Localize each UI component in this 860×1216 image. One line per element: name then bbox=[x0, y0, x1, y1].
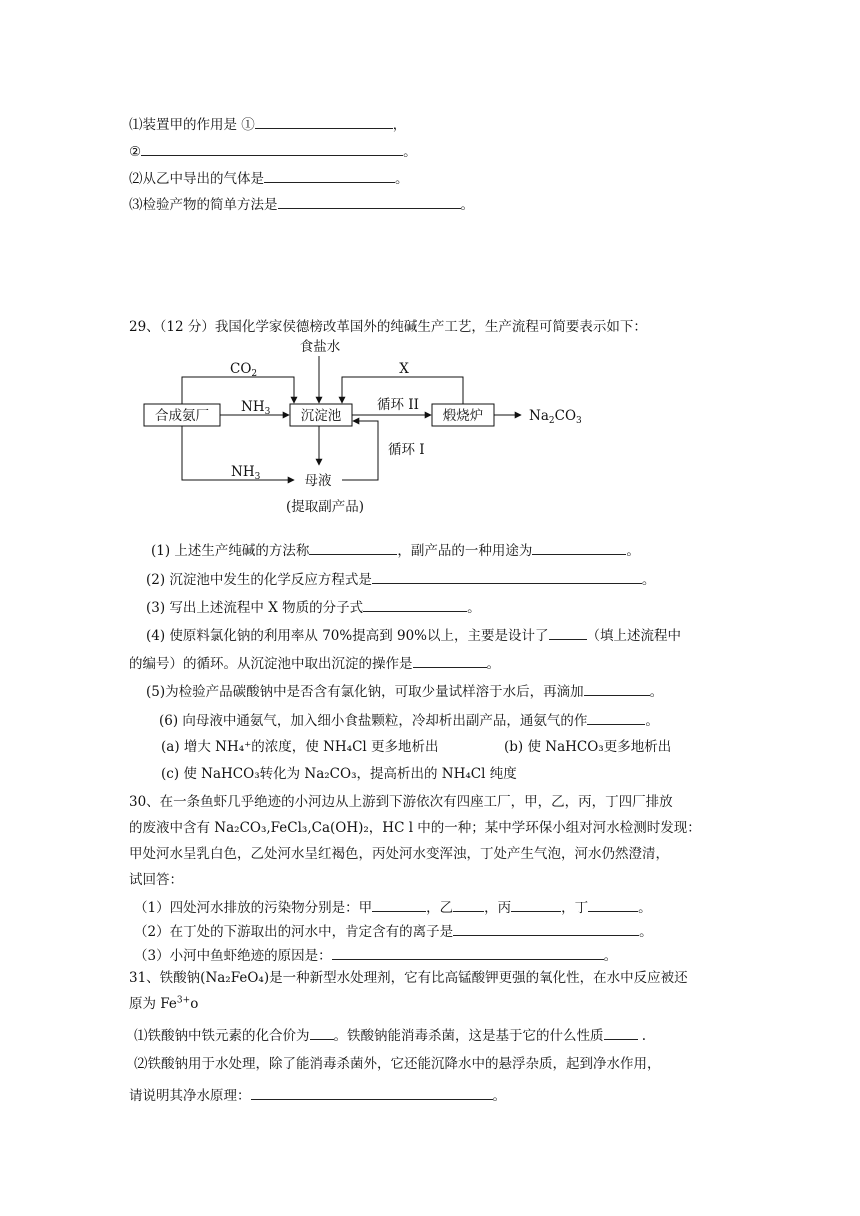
q29-5-text: (5)为检验产品碳酸钠中是否含有氯化钠，可取少量试样溶于水后，再滴加 bbox=[146, 684, 584, 700]
q30-3-end: 。 bbox=[603, 948, 618, 964]
q29-option-c: (c) 使 NaHCO₃转化为 Na₂CO₃，提高析出的 NH₄Cl 纯度 bbox=[161, 766, 517, 782]
q31-line-2-text: 原为 Fe bbox=[129, 996, 177, 1012]
q28-2-text: ⑵从乙中导出的气体是 bbox=[129, 171, 264, 187]
ammonia-plant-label: 合成氨厂 bbox=[155, 408, 209, 424]
q31-3-line bbox=[129, 1085, 506, 1105]
q30-1-text: （1）四处河水排放的污染物分别是：甲 bbox=[134, 900, 373, 916]
brine-label: 食盐水 bbox=[299, 339, 341, 355]
q30-1-text-c: ，丙 bbox=[484, 900, 512, 916]
q30-3-line bbox=[134, 945, 617, 965]
q28-3-line bbox=[129, 194, 474, 214]
q29-2-line bbox=[146, 569, 655, 589]
q30-1-blank-b[interactable] bbox=[453, 897, 484, 912]
q29-2-end: 。 bbox=[641, 572, 656, 588]
q29-header: 29、（12 分）我国化学家侯德榜改革国外的纯碱生产工艺，生产流程可简要表示如下： bbox=[129, 319, 647, 335]
q28-1b-text: ② bbox=[129, 144, 142, 160]
co2-arrow bbox=[182, 377, 294, 404]
q29-4b-text: 的编号）的循环。从沉淀池中取出沉淀的操作是 bbox=[129, 656, 413, 672]
q29-1-end: 。 bbox=[626, 543, 640, 559]
q28-1b-line bbox=[129, 141, 417, 161]
q31-1-blank-1[interactable] bbox=[310, 1025, 334, 1040]
q28-3-text: ⑶检验产物的简单方法是 bbox=[129, 197, 278, 213]
q31-1-blank-2[interactable] bbox=[604, 1025, 638, 1040]
q30-1-blank-a[interactable] bbox=[372, 897, 426, 912]
q29-6-line bbox=[159, 710, 659, 730]
x-label: X bbox=[399, 361, 409, 377]
q30-1-end: 。 bbox=[638, 900, 652, 916]
mother-liquor-label: 母液 bbox=[304, 473, 332, 489]
q30-line-3: 甲处河水呈乳白色，乙处河水呈红褐色，丙处河水变浑浊，丁处产生气泡，河水仍然澄清， bbox=[129, 846, 669, 862]
q29-1-text: (1) 上述生产纯碱的方法称 bbox=[151, 543, 310, 559]
q29-4-blank-1[interactable] bbox=[549, 625, 587, 640]
q30-3-blank[interactable] bbox=[332, 945, 604, 960]
q31-line-2-tail: o bbox=[190, 996, 199, 1012]
q28-2-line bbox=[129, 168, 409, 188]
q30-line-4: 试回答： bbox=[129, 872, 183, 888]
q29-4-text: (4) 使原料氯化钠的利用率从 70%提高到 90%以上，主要是设计了 bbox=[146, 628, 549, 644]
q31-3-text: 请说明其净水原理： bbox=[129, 1088, 251, 1104]
q28-1-blank-1[interactable] bbox=[255, 114, 393, 129]
product-label: $Na_2CO_3$ bbox=[529, 408, 582, 426]
q28-1-line bbox=[129, 114, 406, 134]
furnace-label: 煅烧炉 bbox=[442, 408, 484, 424]
q29-3-end: 。 bbox=[467, 600, 481, 616]
q29-3-blank[interactable] bbox=[363, 597, 467, 612]
q31-1-text-2: 。铁酸钠能消毒杀菌，这是基于它的什么性质 bbox=[333, 1028, 604, 1044]
q30-1-blank-c[interactable] bbox=[511, 897, 561, 912]
q29-2-text: (2) 沉淀池中发生的化学反应方程式是 bbox=[146, 572, 372, 588]
q31-1-text: ⑴铁酸钠中铁元素的化合价为 bbox=[134, 1028, 310, 1044]
q31-3-blank[interactable] bbox=[251, 1085, 493, 1100]
q29-3-line bbox=[146, 597, 481, 617]
q29-4-blank-2[interactable] bbox=[413, 653, 487, 668]
q28-2-end: 。 bbox=[395, 171, 409, 187]
q29-6-blank[interactable] bbox=[587, 710, 645, 725]
nh3-label-1: $NH_3$ bbox=[241, 399, 271, 417]
q29-6-end: 。 bbox=[645, 713, 659, 729]
q30-line-1: 30、在一条鱼虾几乎绝迹的小河边从上游到下游依次有四座工厂，甲，乙，丙，丁四厂排放 bbox=[129, 794, 673, 810]
nh3-label-2: $NH_3$ bbox=[231, 464, 261, 482]
q28-1-blank-2[interactable] bbox=[141, 141, 403, 156]
q28-1b-end: 。 bbox=[403, 144, 417, 160]
q31-3-end: 。 bbox=[492, 1088, 506, 1104]
q28-1-text: ⑴装置甲的作用是 ① bbox=[129, 117, 255, 133]
q29-1-blank-2[interactable] bbox=[532, 540, 626, 555]
q30-1-text-d: ，丁 bbox=[561, 900, 589, 916]
q28-2-blank[interactable] bbox=[264, 168, 395, 183]
q29-2-blank[interactable] bbox=[372, 569, 642, 584]
cycle1-label: 循环 I bbox=[388, 442, 425, 458]
q30-1-text-b: ，乙 bbox=[426, 900, 454, 916]
q30-2-blank[interactable] bbox=[453, 921, 639, 936]
byproduct-label: (提取副产品) bbox=[285, 499, 365, 515]
q31-line-1: 31、铁酸钠(Na₂FeO₄)是一种新型水处理剂，它有比高锰酸钾更强的氧化性，在水中反应被还 bbox=[129, 970, 688, 986]
q31-1-end: . bbox=[637, 1028, 647, 1044]
q29-6-text: (6) 向母液中通氨气，加入细小食盐颗粒，冷却析出副产品，通氨气的作 bbox=[159, 713, 588, 729]
q29-5-end: 。 bbox=[649, 684, 664, 700]
q30-2-end: 。 bbox=[639, 924, 653, 940]
cycle2-label: 循环 II bbox=[377, 397, 419, 413]
q29-1-text-2: ，副产品的一种用途为 bbox=[397, 543, 533, 559]
q29-4-end: 。 bbox=[486, 656, 500, 672]
q30-2-line bbox=[134, 921, 653, 941]
q31-line-2-sup: 3+ bbox=[176, 995, 191, 1006]
q28-1-sep: ， bbox=[392, 117, 407, 133]
q31-1-line bbox=[134, 1025, 646, 1045]
q28-3-blank[interactable] bbox=[278, 194, 461, 209]
q31-line-2 bbox=[129, 995, 198, 1013]
process-flow-diagram bbox=[0, 332, 860, 522]
q28-3-end: 。 bbox=[460, 197, 474, 213]
cycle1-arrow bbox=[342, 421, 378, 480]
q30-1-line bbox=[134, 897, 652, 917]
q30-1-blank-d[interactable] bbox=[588, 897, 638, 912]
q29-option-a: (a) 增大 NH₄⁺的浓度，使 NH₄Cl 更多地析出 bbox=[161, 739, 439, 755]
q29-5-blank[interactable] bbox=[584, 681, 650, 696]
q30-line-2: 的废液中含有 Na₂CO₃,FeCl₃,Ca(OH)₂，HC l 中的一种；某中学环保小组对河水检测时发现： bbox=[129, 820, 701, 836]
q29-1-line bbox=[151, 540, 640, 560]
q29-4-line bbox=[146, 625, 681, 645]
q29-option-b: (b) 使 NaHCO₃更多地析出 bbox=[504, 739, 672, 755]
q29-4b-line bbox=[129, 653, 500, 673]
q29-1-blank-1[interactable] bbox=[309, 540, 397, 555]
q31-2-line: ⑵铁酸钠用于水处理，除了能消毒杀菌外，它还能沉降水中的悬浮杂质，起到净水作用， bbox=[134, 1056, 661, 1072]
q30-2-text: （2）在丁处的下游取出的河水中，肯定含有的离子是 bbox=[134, 924, 454, 940]
q29-4-text-2: （填上述流程中 bbox=[586, 628, 682, 644]
q29-3-text: (3) 写出上述流程中 X 物质的分子式 bbox=[146, 600, 364, 616]
q29-5-line bbox=[146, 681, 663, 701]
settling-tank-label: 沉淀池 bbox=[300, 408, 342, 424]
q30-3-text: （3）小河中鱼虾绝迹的原因是： bbox=[134, 948, 332, 964]
co2-label: $CO_2$ bbox=[230, 361, 258, 379]
